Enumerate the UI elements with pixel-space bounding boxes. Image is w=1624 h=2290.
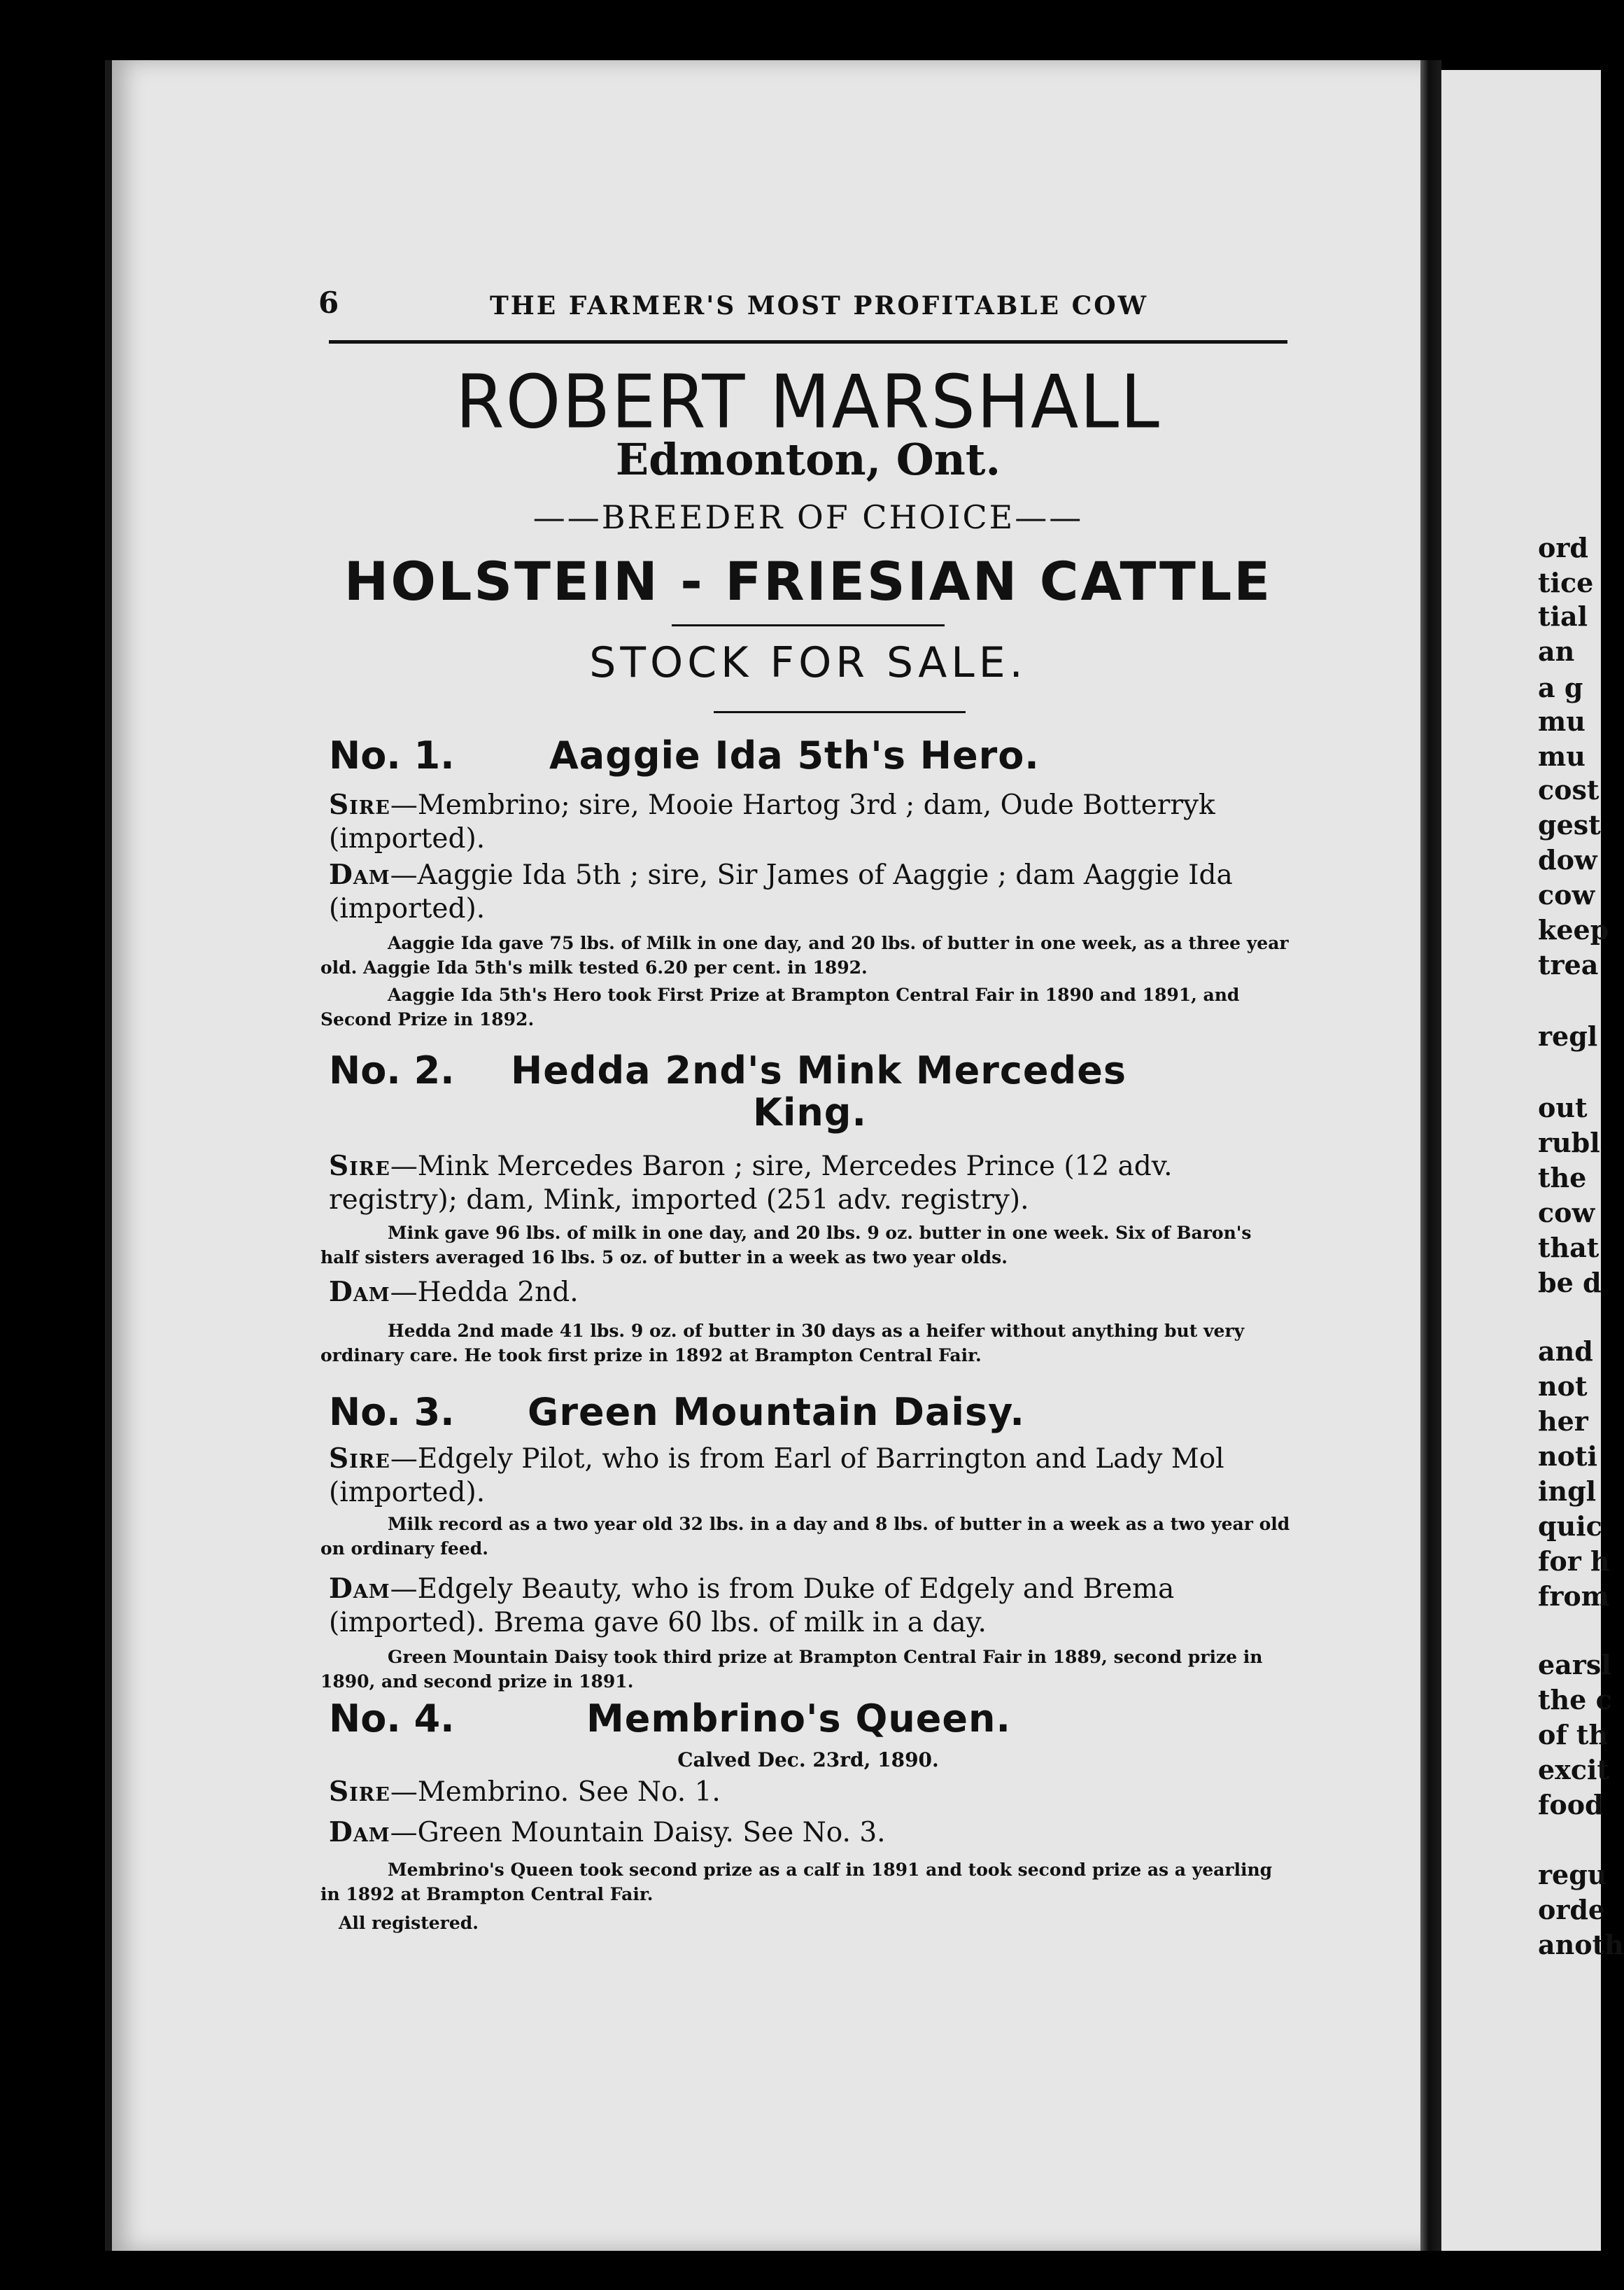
lot-note: Hedda 2nd made 41 lbs. 9 oz. of butter in 30 days as a heifer without anything but very ordinary care. He took first prize in 1892 at Brampton Central Fair. (320, 1321, 1245, 1365)
dam-label: Dam (329, 1276, 390, 1308)
facing-page-fragment: regu (1538, 1859, 1607, 1890)
facing-page-fragment: out (1538, 1092, 1588, 1123)
sire-text: —Membrino; sire, Mooie Hartog 3rd ; dam, Oude Botterryk (imported). (329, 789, 1215, 855)
calved-date: Calved Dec. 23rd, 1890. (677, 1748, 939, 1771)
lot-note: Aaggie Ida gave 75 lbs. of Milk in one day, and 20 lbs. of butter in one week, as a three year old. Aaggie Ida 5th's milk tested 6.20 per cent. in 1892. (320, 933, 1289, 978)
facing-page-fragment: her (1538, 1405, 1588, 1437)
facing-page-fragment: not (1538, 1370, 1588, 1402)
lot-name: Aaggie Ida 5th's Hero. (549, 733, 1040, 778)
running-title: THE FARMER'S MOST PROFITABLE COW (490, 291, 1149, 321)
sire-entry (329, 1442, 1294, 1510)
facing-page-fragment: keep (1538, 914, 1609, 946)
facing-page-fragment: cow (1538, 879, 1595, 911)
lot-note: Milk record as a two year old 32 lbs. in a day and 8 lbs. of butter in a week as a two year old on ordinary feed. (320, 1514, 1290, 1559)
facing-page-fragment: mu (1538, 740, 1586, 772)
facing-page-fragment: earsl (1538, 1649, 1611, 1680)
facing-page-fragment: a g (1538, 672, 1583, 703)
facing-page-fragment: regl (1538, 1020, 1598, 1052)
sire-label: Sire (329, 1150, 390, 1182)
facing-page-fragment: of th (1538, 1719, 1609, 1750)
divider-rule (672, 624, 945, 626)
registration-note: All registered. (339, 1913, 479, 1933)
dam-label: Dam (329, 1573, 390, 1605)
book-spine (1420, 60, 1441, 2251)
facing-page-fragment: and (1538, 1335, 1593, 1367)
lot-name: Membrino's Queen. (586, 1697, 1011, 1741)
facing-page-fragment: anoth (1538, 1929, 1624, 1960)
lot-number: No. 2. (329, 1048, 455, 1093)
advertiser-name: ROBERT MARSHALL (456, 359, 1161, 445)
facing-page-fragment: quic (1538, 1510, 1602, 1542)
lot-name-continued: King. (753, 1090, 867, 1135)
sale-line: STOCK FOR SALE. (589, 638, 1027, 687)
lot-number: No. 4. (329, 1697, 455, 1741)
facing-page-fragment: ingl (1538, 1475, 1597, 1507)
dam-label: Dam (329, 859, 390, 891)
sire-entry (329, 1149, 1294, 1217)
dam-entry (329, 858, 1294, 926)
facing-page-fragment: orde (1538, 1894, 1606, 1925)
header-rule (329, 340, 1287, 344)
lot-name: Hedda 2nd's Mink Mercedes (511, 1048, 1127, 1093)
lot-number: No. 3. (329, 1390, 455, 1434)
facing-page-fragment: food (1538, 1789, 1604, 1820)
dam-entry (329, 1275, 1294, 1309)
sire-text: —Edgely Pilot, who is from Earl of Barrington and Lady Mol (imported). (329, 1443, 1224, 1508)
facing-page-fragment: noti (1538, 1440, 1597, 1472)
facing-page-fragment: trea (1538, 949, 1599, 981)
dam-text: —Aaggie Ida 5th ; sire, Sir James of Aaggie ; dam Aaggie Ida (imported). (329, 859, 1233, 925)
facing-page-fragment: from (1538, 1580, 1609, 1612)
dam-entry (329, 1572, 1294, 1640)
divider-rule (714, 711, 966, 713)
lot-note: Green Mountain Daisy took third prize at Brampton Central Fair in 1889, second prize in 1890, and second prize in 1891. (320, 1647, 1263, 1692)
facing-page-fragment: cost (1538, 774, 1600, 806)
dam-text: —Hedda 2nd. (390, 1277, 579, 1308)
sire-entry (329, 1775, 1294, 1809)
lot-number: No. 1. (329, 733, 455, 778)
facing-page-fragment: tice (1538, 567, 1594, 598)
dam-text: —Edgely Beauty, who is from Duke of Edgely and Brema (imported). Brema gave 60 lbs. of milk in a day. (329, 1573, 1175, 1638)
facing-page-fragment: cow (1538, 1197, 1595, 1228)
facing-page-fragment: that (1538, 1232, 1600, 1263)
facing-page-fragment: rubl (1538, 1127, 1600, 1158)
facing-page-fragment: excit (1538, 1754, 1609, 1785)
advertiser-location: Edmonton, Ont. (615, 434, 1001, 485)
facing-page-fragment: mu (1538, 705, 1586, 737)
sire-label: Sire (329, 1442, 390, 1475)
lot-note: Aaggie Ida 5th's Hero took First Prize at Brampton Central Fair in 1890 and 1891, and Second Prize in 1892. (320, 985, 1240, 1030)
facing-page-fragment: gest (1538, 809, 1601, 841)
sire-text: —Mink Mercedes Baron ; sire, Mercedes Prince (12 adv. registry); dam, Mink, imported (251 adv. registry). (329, 1151, 1173, 1216)
breed-title: HOLSTEIN - FRIESIAN CATTLE (344, 550, 1273, 612)
facing-page-fragment: the (1538, 1162, 1587, 1193)
facing-page-fragment: ord (1538, 532, 1588, 563)
dam-text: —Green Mountain Daisy. See No. 3. (390, 1817, 886, 1848)
sire-entry (329, 788, 1294, 856)
facing-page-fragment: tial (1538, 600, 1588, 632)
facing-page-fragment: for h (1538, 1545, 1610, 1577)
dam-entry (329, 1815, 1294, 1850)
page-number: 6 (318, 286, 339, 320)
facing-page-fragment: the c (1538, 1684, 1612, 1715)
breeder-line: ——BREEDER OF CHOICE—— (532, 498, 1084, 536)
sire-text: —Membrino. See No. 1. (390, 1776, 721, 1808)
facing-page-fragment: an (1538, 635, 1575, 667)
facing-page-fragment: be d (1538, 1267, 1602, 1298)
lot-name: Green Mountain Daisy. (528, 1390, 1025, 1434)
sire-label: Sire (329, 1776, 390, 1808)
lot-note: Membrino's Queen took second prize as a calf in 1891 and took second prize as a yearling in 1892 at Brampton Central Fair. (320, 1860, 1273, 1904)
lot-note: Mink gave 96 lbs. of milk in one day, and 20 lbs. 9 oz. butter in one week. Six of Baron's half sisters averaged 16 lbs. 5 oz. of butter in a week as two year olds. (320, 1223, 1252, 1267)
facing-page-fragment: dow (1538, 844, 1597, 876)
dam-label: Dam (329, 1816, 390, 1848)
sire-label: Sire (329, 789, 390, 821)
